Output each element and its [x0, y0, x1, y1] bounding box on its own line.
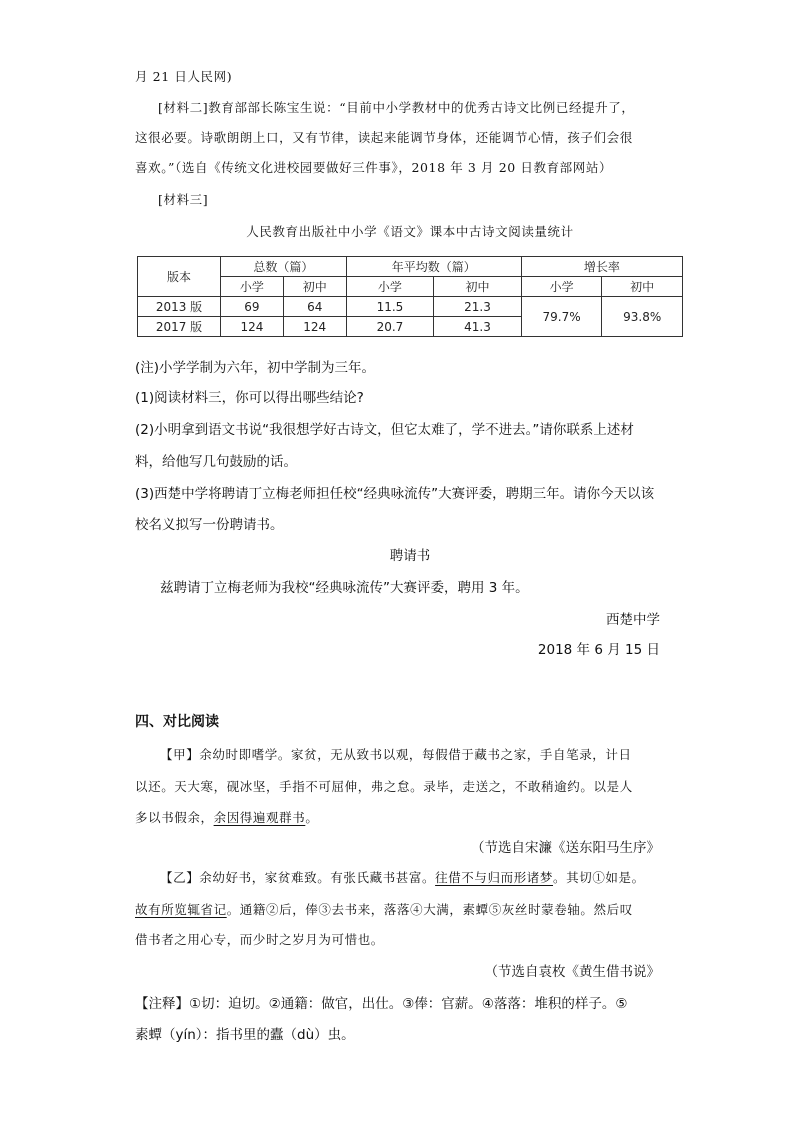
sub-header: 小学	[521, 277, 602, 297]
note-line: (注)小学学制为六年，初中学制为三年。	[135, 360, 376, 376]
passage-jia-source: （节选自宋濂《送东阳马生序》	[471, 840, 660, 856]
table-cell: 21.3	[434, 297, 522, 317]
passage-yi-line-2	[135, 900, 633, 920]
material-two-line-3: 喜欢。”（选自《传统文化进校园要做好三件事》，2018 年 3 月 20 日教育部网站）	[135, 160, 613, 175]
table-cell: 20.7	[346, 317, 434, 337]
table-row	[138, 297, 683, 317]
question-1: (1)阅读材料三，你可以得出哪些结论?	[135, 390, 364, 406]
header-version: 版本	[138, 257, 221, 297]
sub-header: 小学	[346, 277, 434, 297]
passage-text: 【乙】余幼好书，家贫难致。有张氏藏书甚富。	[160, 870, 436, 885]
annotation-line-2: 素蟫（yín）：指书里的蠹（dù）虫。	[135, 1027, 355, 1043]
table-cell: 124	[283, 317, 346, 337]
table-cell: 2017 版	[138, 317, 221, 337]
header-total: 总数（篇）	[221, 257, 347, 277]
underlined-sentence: 余因得遍观群书	[213, 810, 306, 825]
table-cell: 41.3	[434, 317, 522, 337]
header-average: 年平均数（篇）	[346, 257, 521, 277]
passage-yi-line-3: 借书者之用心专，而少时之岁月为可惜也。	[135, 932, 384, 947]
header-growth: 增长率	[521, 257, 682, 277]
growth-middle: 93.8%	[602, 297, 683, 337]
sub-header: 小学	[221, 277, 284, 297]
passage-jia-line-1: 【甲】余幼时即嗜学。家贫，无从致书以观，每假借于藏书之家，手自笔录，计日	[160, 747, 632, 762]
passage-yi-line-1	[160, 868, 645, 888]
underlined-sentence: 往借不与归而形诸梦	[435, 870, 554, 885]
sub-header: 初中	[602, 277, 683, 297]
question-2-line-1: (2)小明拿到语文书说“我很想学好古诗文，但它太难了，学不进去。”请你联系上述材	[135, 422, 634, 438]
annotation-line-1: 【注释】①切：迫切。②通籍：做官，出仕。③俸：官薪。④落落：堆积的样子。⑤	[135, 996, 628, 1012]
letter-body: 兹聘请丁立梅老师为我校“经典咏流传”大赛评委，聘用 3 年。	[160, 580, 529, 596]
material-two-line-2: 这很必要。诗歌朗朗上口，又有节律，读起来能调节身体，还能调节心情，孩子们会很	[135, 130, 633, 145]
passage-jia-line-3	[135, 808, 318, 828]
question-2-line-2: 料，给他写几句鼓励的话。	[135, 454, 297, 470]
underlined-sentence: 故有所览辄省记	[135, 902, 227, 917]
passage-text: 。通籍②后，俸③去书来，落落④大满，素蟫⑤灰丝时蒙卷轴。然后叹	[226, 902, 633, 917]
question-3-line-2: 校名义拟写一份聘请书。	[135, 517, 284, 533]
statistics-table	[137, 256, 683, 337]
passage-jia-line-2: 以还。天大寒，砚冰坚，手指不可屈伸，弗之怠。录毕，走送之，不敢稍逾约。以是人	[135, 779, 633, 794]
sub-header: 初中	[434, 277, 522, 297]
table-cell: 124	[221, 317, 284, 337]
material-two-line-1: [材料二]教育部部长陈宝生说：“目前中小学教材中的优秀古诗文比例已经提升了，	[158, 100, 635, 115]
passage-text: 多以书假余，	[135, 810, 214, 825]
material-three-label: [材料三]	[158, 192, 209, 207]
sub-header: 初中	[283, 277, 346, 297]
letter-title: 聘请书	[389, 548, 431, 564]
material-one-tail: 月 21 日人民网)	[135, 69, 233, 84]
table-cell: 2013 版	[138, 297, 221, 317]
table-cell: 11.5	[346, 297, 434, 317]
letter-date: 2018 年 6 月 15 日	[537, 642, 660, 658]
passage-text: 。其切①如是。	[553, 870, 645, 885]
passage-text: 。	[305, 810, 319, 825]
table-cell: 64	[283, 297, 346, 317]
passage-yi-source: （节选自袁枚《黄生借书说》	[484, 964, 660, 980]
question-3-line-1: (3)西楚中学将聘请丁立梅老师担任校“经典咏流传”大赛评委，聘期三年。请你今天以该	[135, 486, 655, 502]
section-heading: 四、对比阅读	[135, 714, 219, 730]
table-title: 人民教育出版社中小学《语文》课本中古诗文阅读量统计	[246, 224, 574, 239]
letter-school: 西楚中学	[606, 612, 660, 628]
growth-primary: 79.7%	[521, 297, 602, 337]
table-cell: 69	[221, 297, 284, 317]
